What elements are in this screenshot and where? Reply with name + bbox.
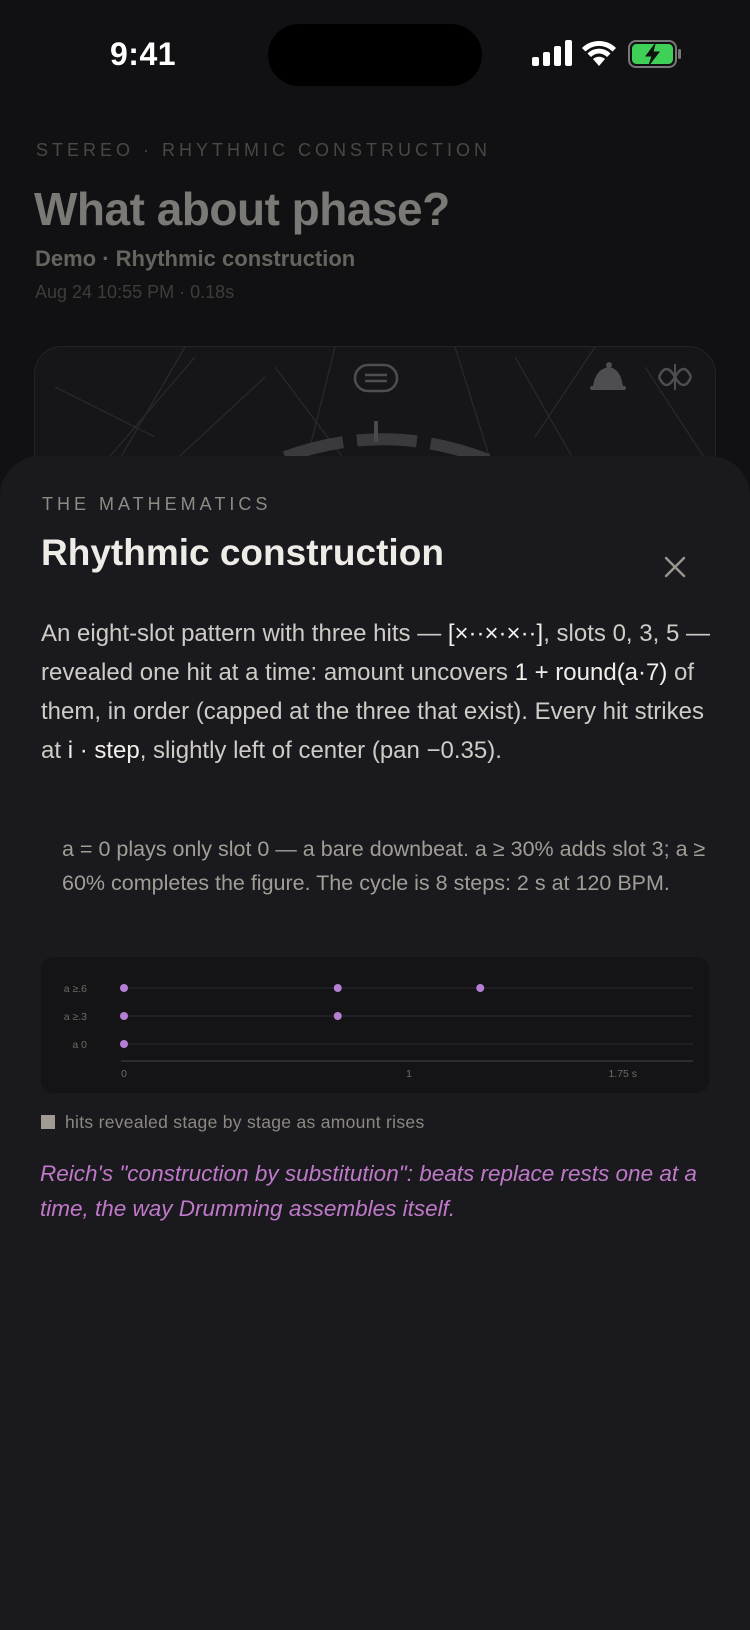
description-part-4: , slightly left of center (pan −0.35). xyxy=(139,737,502,764)
description-part-3: of them, in order (capped at the three that exist). Every hit strikes at xyxy=(41,659,704,764)
sheet-eyebrow: THE MATHEMATICS xyxy=(42,494,272,514)
chart-legend xyxy=(41,1110,425,1134)
legend-label: hits revealed stage by stage as amount rises xyxy=(65,1111,425,1132)
row-label: a 0 xyxy=(72,1039,87,1051)
pattern-notation: [×··×·×··] xyxy=(447,620,544,647)
background-meta: Aug 24 10:55 PM · 0.18s xyxy=(35,282,235,302)
background-subtitle: Demo · Rhythmic construction xyxy=(35,246,356,271)
reich-quote: Reich's "construction by substitution": beats replace rests one at a time, the way Drumming assembles itself. xyxy=(40,1161,697,1221)
close-button[interactable] xyxy=(654,546,696,588)
background-title: What about phase? xyxy=(34,183,450,235)
hit-point xyxy=(334,984,342,992)
cellular-signal-icon xyxy=(532,40,572,66)
math-sheet xyxy=(0,456,750,1630)
hit-point xyxy=(120,1040,128,1048)
description-paragraph xyxy=(41,614,713,770)
x-tick-label: 1.75 s xyxy=(608,1068,638,1080)
x-tick-label: 0 xyxy=(121,1068,127,1080)
status-bar xyxy=(0,0,750,110)
note-paragraph: a = 0 plays only slot 0 — a bare downbeat. a ≥ 30% adds slot 3; a ≥ 60% completes the figure. The cycle is 8 steps: 2 s at 120 BPM. xyxy=(62,837,706,895)
bell-icon xyxy=(589,361,627,393)
hit-point xyxy=(120,984,128,992)
hit-reveal-chart xyxy=(41,957,709,1093)
waveform-icon xyxy=(657,361,693,393)
wifi-icon xyxy=(582,40,616,66)
hit-point xyxy=(334,1012,342,1020)
row-label: a ≥.6 xyxy=(63,983,87,995)
step-expression: i · step xyxy=(67,737,140,764)
description-part-1: An eight-slot pattern with three hits — xyxy=(41,620,448,647)
background-eyebrow: STEREO · RHYTHMIC CONSTRUCTION xyxy=(36,140,491,160)
hit-point xyxy=(120,1012,128,1020)
row-label: a ≥.3 xyxy=(63,1011,87,1023)
legend-swatch xyxy=(41,1115,55,1129)
hit-reveal-chart-svg xyxy=(41,957,709,1093)
x-tick-label: 1 xyxy=(406,1068,412,1080)
battery-charging-icon xyxy=(628,40,682,68)
close-icon xyxy=(663,555,687,579)
reveal-formula: 1 + round(a·7) xyxy=(514,659,668,686)
dynamic-island xyxy=(268,24,482,86)
hit-point xyxy=(476,984,484,992)
description-part-2: , slots 0, 3, 5 — revealed one hit at a time: amount uncovers xyxy=(41,620,710,686)
status-time: 9:41 xyxy=(110,36,177,72)
menu-pill-icon xyxy=(353,363,399,393)
sheet-title: Rhythmic construction xyxy=(41,532,444,573)
